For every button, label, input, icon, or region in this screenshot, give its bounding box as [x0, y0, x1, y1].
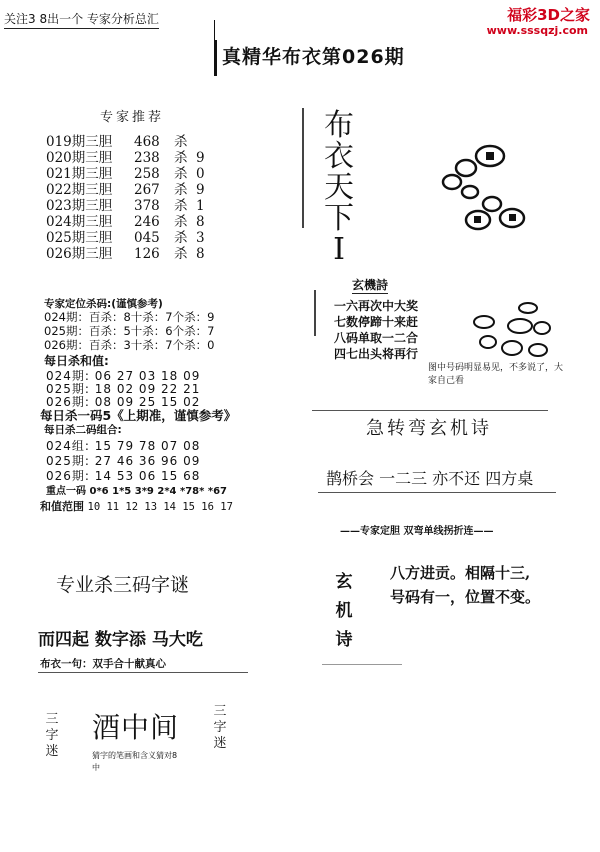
recommend-row — [46, 198, 205, 214]
recommend-period: 020期三胆 — [46, 150, 113, 166]
recommend-kill_label: 杀 — [174, 166, 188, 182]
key-code-line: 重点一码 0*6 1*5 3*9 2*4 *78* *67 — [46, 486, 227, 497]
recommend-period: 021期三胆 — [46, 166, 113, 182]
position-kill-row: 025期：百杀：5十杀：6个杀：7 — [44, 324, 215, 338]
recommend-kill_label: 杀 — [174, 198, 188, 214]
recommend-row — [46, 150, 205, 166]
recommend-row — [46, 182, 205, 198]
sum-range — [40, 498, 233, 514]
poem-title: 玄機詩 — [352, 278, 389, 292]
side-label-right: 三字迷 — [213, 704, 227, 751]
site-name: 福彩3D之家 — [507, 6, 590, 24]
clip-cover — [240, 620, 256, 650]
ingots-image — [468, 296, 558, 362]
position-kill-row: 026期：百杀：3十杀：7个杀：0 — [44, 338, 215, 352]
recommend-kill: 3 — [196, 230, 205, 246]
recommend-kill: 9 — [196, 150, 205, 166]
position-kill-row: 024期：百杀：8十杀：7个杀：9 — [44, 310, 215, 324]
buyi-sentence: 布衣一句：双手合十献真心 — [40, 658, 166, 670]
sum-range-values: 10 11 12 13 14 15 16 17 — [87, 501, 233, 513]
sum-range-label: 和值范围 — [40, 500, 84, 513]
recommend-period: 019期三胆 — [46, 134, 113, 150]
poem-line: 八码单取一二合 — [334, 331, 419, 345]
title-left-bar — [214, 40, 217, 76]
recommend-nums: 258 — [134, 166, 160, 182]
ji-title: 急转弯玄机诗 — [366, 418, 492, 439]
kill3-title: 专业杀三码字谜 — [56, 574, 190, 596]
daily-sum-row: 026期: 08 09 25 15 02 — [46, 395, 201, 409]
poem-line: 一六再次中大奖 — [334, 299, 419, 313]
column-bar — [302, 108, 304, 228]
recommend-period: 024期三胆 — [46, 214, 113, 230]
two-code-row: 024组: 15 79 78 07 08 — [46, 439, 201, 453]
side-label-left: 三字迷 — [45, 712, 59, 759]
recommend-row — [46, 214, 205, 230]
recommend-kill_label: 杀 — [174, 230, 188, 246]
buyi-vertical: 布衣天下I — [324, 108, 354, 267]
ji-line: 鹊桥会 一二三 亦不还 四方桌 — [326, 469, 534, 488]
divider — [38, 672, 248, 673]
recommend-row — [46, 230, 205, 246]
recommend-period: 025期三胆 — [46, 230, 113, 246]
recommend-kill: 1 — [196, 198, 205, 214]
xuanji-line: 八方进贡。相隔十三, — [390, 564, 531, 582]
recommend-row — [46, 246, 205, 262]
recommend-nums: 267 — [134, 182, 160, 198]
position-kill-title: 专家定位杀码:(谨慎参考) — [44, 298, 163, 310]
recommend-kill: 8 — [196, 246, 205, 262]
riddle-hint: 猜字的笔画和含义猜对8中 — [92, 751, 178, 772]
recommend-title: 专家推荐 — [100, 110, 165, 125]
one-code-line: 每日杀一码5《上期准，谨慎参考》 — [40, 408, 237, 423]
divider — [318, 492, 556, 493]
recommend-kill_label: 杀 — [174, 134, 188, 150]
riddle-line: 而四起 数字添 马大吃 — [38, 630, 203, 650]
recommend-kill: 9 — [196, 182, 205, 198]
recommend-nums: 246 — [134, 214, 160, 230]
poem-line: 四七出头将再行 — [334, 347, 419, 361]
two-code-title: 每日杀二码组合: — [44, 424, 122, 436]
recommend-nums: 126 — [134, 246, 160, 262]
poem-line: 七数停蹄十来赶 — [334, 315, 419, 329]
coins-image — [412, 136, 552, 236]
divider — [312, 410, 548, 411]
danxuan-line: ——专家定胆 双弯单线拐折连—— — [340, 526, 494, 537]
recommend-kill: 0 — [196, 166, 205, 182]
riddle-word: 酒中间 — [92, 711, 180, 744]
recommend-period: 022期三胆 — [46, 182, 113, 198]
recommend-row — [46, 134, 196, 150]
recommend-nums: 045 — [134, 230, 160, 246]
title-top-bar — [214, 20, 215, 40]
xuanji-line: 号码有一，位置不变。 — [390, 588, 541, 606]
recommend-period: 026期三胆 — [46, 246, 113, 262]
recommend-row — [46, 166, 205, 182]
recommend-kill_label: 杀 — [174, 150, 188, 166]
two-code-row: 026期: 14 53 06 15 68 — [46, 469, 201, 483]
two-code-row: 025期: 27 46 36 96 09 — [46, 454, 201, 468]
recommend-kill_label: 杀 — [174, 182, 188, 198]
recommend-nums: 378 — [134, 198, 160, 214]
recommend-period: 023期三胆 — [46, 198, 113, 214]
recommend-kill: 8 — [196, 214, 205, 230]
recommend-kill_label: 杀 — [174, 246, 188, 262]
site-url: www.sssqzj.com — [486, 24, 588, 37]
daily-sum-row: 024期: 06 27 03 18 09 — [46, 369, 201, 383]
xuanji-vertical: 玄机诗 — [335, 572, 353, 650]
page-title: 真精华布衣第026期 — [222, 46, 405, 68]
picture-note: 图中号码明显易见，不多说了，大家自己看 — [428, 363, 564, 386]
divider — [322, 664, 402, 665]
daily-sum-title: 每日杀和值: — [44, 354, 109, 368]
poem-bar — [314, 290, 316, 336]
daily-sum-row: 025期: 18 02 09 22 21 — [46, 382, 201, 396]
recommend-kill_label: 杀 — [174, 214, 188, 230]
top-note: 关注3 8出一个 专家分析总汇 — [4, 10, 159, 29]
recommend-nums: 468 — [134, 134, 160, 150]
recommend-nums: 238 — [134, 150, 160, 166]
